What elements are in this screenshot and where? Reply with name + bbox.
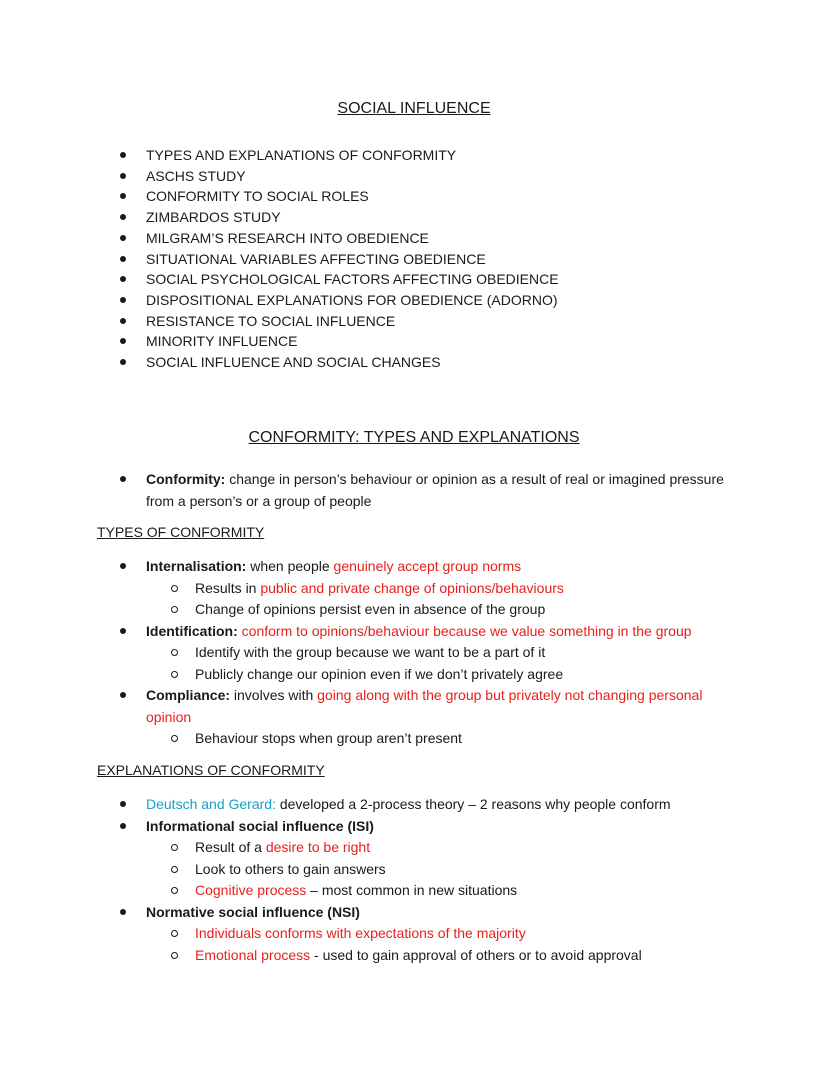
list-item: Deutsch and Gerard: developed a 2-process theory – 2 reasons why people conform	[120, 794, 740, 816]
list-item: RESISTANCE TO SOCIAL INFLUENCE	[120, 311, 559, 332]
list-item: ZIMBARDOS STUDY	[120, 207, 559, 228]
sub-list-item: Look to others to gain answers	[120, 859, 740, 881]
sub-list-item: Results in public and private change of opinions/behaviours	[120, 578, 740, 600]
list-item: Identification: conform to opinions/behaviour because we value something in the group	[120, 621, 740, 643]
list-item: CONFORMITY TO SOCIAL ROLES	[120, 186, 559, 207]
list-item: SOCIAL PSYCHOLOGICAL FACTORS AFFECTING OBEDIENCE	[120, 269, 559, 290]
list-item: MILGRAM’S RESEARCH INTO OBEDIENCE	[120, 228, 559, 249]
sub-list-item: Change of opinions persist even in absence of the group	[120, 599, 740, 621]
sub-list-item: Emotional process - used to gain approval of others or to avoid approval	[120, 945, 740, 967]
list-item: SITUATIONAL VARIABLES AFFECTING OBEDIENCE	[120, 249, 559, 270]
definition-term: Conformity:	[146, 471, 226, 487]
list-item: Informational social influence (ISI)	[120, 816, 740, 838]
list-item: MINORITY INFLUENCE	[120, 331, 559, 352]
sub-list-item: Individuals conforms with expectations of the majority	[120, 923, 740, 945]
conformity-definition	[120, 469, 740, 512]
sub-list-item: Identify with the group because we want to be a part of it	[120, 642, 740, 664]
list-item: DISPOSITIONAL EXPLANATIONS FOR OBEDIENCE (ADORNO)	[120, 290, 559, 311]
sub-list-item: Cognitive process – most common in new situations	[120, 880, 740, 902]
types-heading: TYPES OF CONFORMITY	[97, 524, 265, 540]
list-item: Internalisation: when people genuinely accept group norms	[120, 556, 740, 578]
list-item: ASCHS STUDY	[120, 166, 559, 187]
topic-list	[120, 145, 559, 373]
list-item: Normative social influence (NSI)	[120, 902, 740, 924]
sub-list-item: Behaviour stops when group aren’t present	[120, 728, 740, 750]
types-list	[120, 556, 740, 750]
list-item: Compliance: involves with going along with the group but privately not changing personal opinion	[120, 685, 706, 728]
list-item: TYPES AND EXPLANATIONS OF CONFORMITY	[120, 145, 559, 166]
section-title: CONFORMITY: TYPES AND EXPLANATIONS	[248, 429, 580, 446]
list-item: SOCIAL INFLUENCE AND SOCIAL CHANGES	[120, 352, 559, 373]
explanations-heading: EXPLANATIONS OF CONFORMITY	[97, 762, 325, 778]
sub-list-item: Publicly change our opinion even if we don’t privately agree	[120, 664, 740, 686]
page-title: SOCIAL INFLUENCE	[337, 100, 491, 117]
sub-list-item: Result of a desire to be right	[120, 837, 740, 859]
definition-text: change in person’s behaviour or opinion as a result of real or imagined pressure from a person’s or a group of people	[146, 471, 724, 509]
explanations-list	[120, 794, 740, 966]
